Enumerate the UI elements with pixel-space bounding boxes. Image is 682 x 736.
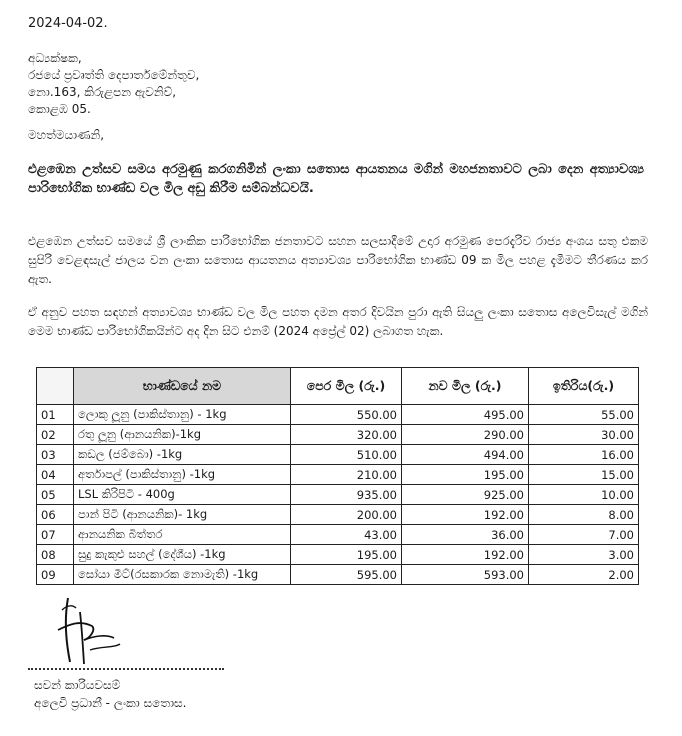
table-header-row xyxy=(37,368,639,405)
signatory-title: අලෙවි ප්‍රධානී - ලංකා සතොස. xyxy=(34,696,187,710)
table-row xyxy=(37,405,639,425)
new-price: 36.00 xyxy=(402,525,529,545)
price-difference: 55.00 xyxy=(529,405,639,425)
letter-date: 2024-04-02. xyxy=(28,16,108,31)
price-difference: 30.00 xyxy=(529,425,639,445)
old-price: 510.00 xyxy=(291,445,402,465)
new-price: 290.00 xyxy=(402,425,529,445)
table-row xyxy=(37,445,639,465)
signature-mark xyxy=(50,590,170,680)
address-line: රජයේ ප්‍රවෘත්ති දෙපාර්තමේන්තුව, xyxy=(28,68,200,82)
address-line: අධ්‍යක්ෂක, xyxy=(28,51,82,65)
item-name: ආනයනික බිත්තර xyxy=(74,525,291,545)
address-line: කොළඹ 05. xyxy=(28,102,91,116)
row-number: 05 xyxy=(37,485,74,505)
old-price: 210.00 xyxy=(291,465,402,485)
table-row xyxy=(37,505,639,525)
item-name: කඩල (ජම්බො) -1kg xyxy=(74,445,291,465)
row-number: 08 xyxy=(37,545,74,565)
item-name: සුදු කැකුළු සහල් (දේශීය) -1kg xyxy=(74,545,291,565)
address-line: නො.163, කිරුළපන ඇවනිව්, xyxy=(28,85,177,99)
header-number-cell xyxy=(37,368,74,405)
letter-subject: එළඹෙන උත්සව සමය අරමුණු කරගනිමින් ලංකා සතොස ආයතනය මගින් මහජනතාවට ලබා දෙන අත්‍යාවශ්‍ය පාරිභෝගික භාණ්ඩ වල මිල අඩු කිරීම සම්බන්ධවයි. xyxy=(28,162,644,196)
recipient-address xyxy=(28,50,199,118)
old-price: 200.00 xyxy=(291,505,402,525)
old-price: 550.00 xyxy=(291,405,402,425)
old-price: 935.00 xyxy=(291,485,402,505)
handwritten-signature xyxy=(50,590,170,680)
body-paragraph-1: එළඹෙන උත්සව සමයේ ශ්‍රී ලාංකික පාරිභෝගික ජනතාවට සහන සලසාදීමේ උදාර අරමුණ පෙරදැරිව රාජ්‍ය අංශය සතු එකම සුපිරි වෙළඳසැල් ජාලය වන ලංකා සතොස ආයතනය අත්‍යාවශ්‍ය පාරිභෝගික භාණ්ඩ 09 ක මිල පහළ දැමීමට තීරණය කර ඇත. xyxy=(28,234,648,286)
new-price: 195.00 xyxy=(402,465,529,485)
new-price: 495.00 xyxy=(402,405,529,425)
header-difference: ඉතිරිය(රු.) xyxy=(529,368,639,405)
table-row xyxy=(37,565,639,585)
salutation: මහත්මයාණනි, xyxy=(28,128,105,142)
old-price: 595.00 xyxy=(291,565,402,585)
price-difference: 15.00 xyxy=(529,465,639,485)
price-difference: 2.00 xyxy=(529,565,639,585)
new-price: 192.00 xyxy=(402,505,529,525)
item-name: ලොකු ලූනු (පාකිස්තානු) - 1kg xyxy=(74,405,291,425)
row-number: 07 xyxy=(37,525,74,545)
old-price: 320.00 xyxy=(291,425,402,445)
new-price: 925.00 xyxy=(402,485,529,505)
item-name: රතු ලූනු (ආනයනික)-1kg xyxy=(74,425,291,445)
body-paragraph-2: ඒ අනුව පහත සඳහන් අත්‍යාවශ්‍ය භාණ්ඩ වල මිල පහත දමන අතර දිවයින පුරා ඇති සියලු ලංකා සතොස අලෙවිසැල් මගින් මෙම භාණ්ඩ පාරිභෝගිකයින්ට අද දින සිට එනම් (2024 අප්‍රේල් 02) ලබාගත හැක. xyxy=(28,305,648,338)
new-price: 494.00 xyxy=(402,445,529,465)
row-number: 06 xyxy=(37,505,74,525)
row-number: 02 xyxy=(37,425,74,445)
new-price: 192.00 xyxy=(402,545,529,565)
item-name: අර්තාපල් (පාකිස්තානු) -1kg xyxy=(74,465,291,485)
table-row xyxy=(37,525,639,545)
header-new-price: නව මිල (රු.) xyxy=(402,368,529,405)
row-number: 01 xyxy=(37,405,74,425)
header-item-name: භාණ්ඩයේ නම xyxy=(74,368,291,405)
item-name: සෝයා මීට්(රසකාරක නොමැති) -1kg xyxy=(74,565,291,585)
new-price: 593.00 xyxy=(402,565,529,585)
item-name: පාන් පිටි (ආනයනික)- 1kg xyxy=(74,505,291,525)
price-difference: 10.00 xyxy=(529,485,639,505)
price-difference: 8.00 xyxy=(529,505,639,525)
item-name: LSL කිරිපිටි - 400g xyxy=(74,485,291,505)
signature-dotted-line xyxy=(28,668,224,670)
table-row xyxy=(37,545,639,565)
row-number: 09 xyxy=(37,565,74,585)
price-difference: 16.00 xyxy=(529,445,639,465)
table-row xyxy=(37,425,639,445)
signatory-name: සවන් කාරියවසම් xyxy=(34,678,121,692)
row-number: 03 xyxy=(37,445,74,465)
price-difference: 7.00 xyxy=(529,525,639,545)
table-row xyxy=(37,485,639,505)
old-price: 195.00 xyxy=(291,545,402,565)
table-row xyxy=(37,465,639,485)
price-difference: 3.00 xyxy=(529,545,639,565)
price-table xyxy=(36,367,639,585)
old-price: 43.00 xyxy=(291,525,402,545)
header-old-price: පෙර මිල (රු.) xyxy=(291,368,402,405)
row-number: 04 xyxy=(37,465,74,485)
